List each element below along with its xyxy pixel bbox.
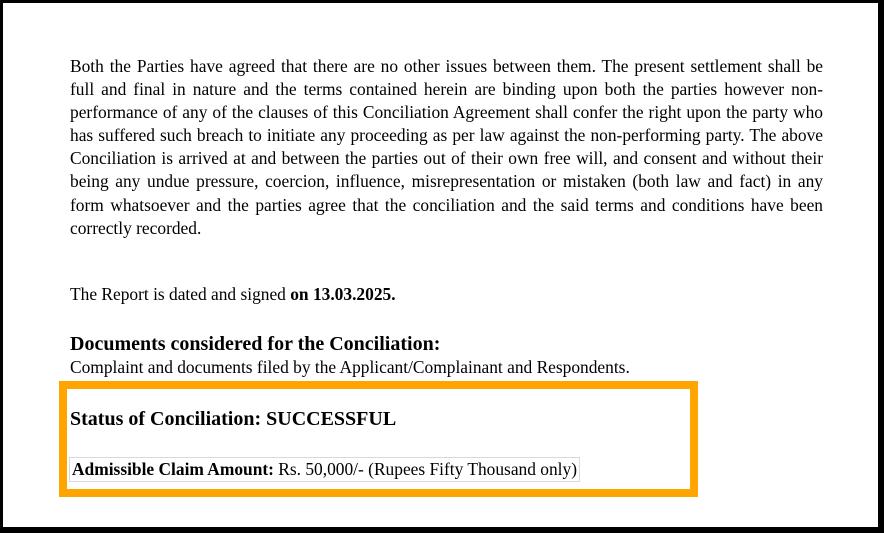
documents-heading: Documents considered for the Conciliation: (70, 333, 441, 355)
conciliation-status: Status of Conciliation: SUCCESSFUL (70, 408, 397, 430)
settlement-paragraph: Both the Parties have agreed that there are no other issues between them. The present settlement shall be full and final in nature and the terms contained herein are binding upon both the parties however non-performance of any of the clauses of this Conciliation Agreement shall confer the right upon the party who has suffered such breach to initiate any proceeding as per law against the non-performing party. The above Conciliation is arrived at and between the parties out of their own free will, and consent and without their being any undue pressure, coercion, influence, misrepresentation or mistaken (both law and fact) in any form whatsoever and the parties agree that the conciliation and the said terms and conditions have been correctly recorded. (70, 56, 823, 238)
documents-text: Complaint and documents filed by the Applicant/Complainant and Respondents. (70, 357, 630, 377)
claim-label: Admissible Claim Amount: (72, 459, 274, 479)
claim-value: Rs. 50,000/- (Rupees Fifty Thousand only) (273, 459, 577, 479)
report-date: on 13.03.2025. (290, 284, 396, 304)
document-page (70, 55, 823, 240)
admissible-claim-line (69, 457, 580, 482)
report-prefix: The Report is dated and signed (70, 284, 291, 304)
report-date-line (70, 283, 396, 306)
